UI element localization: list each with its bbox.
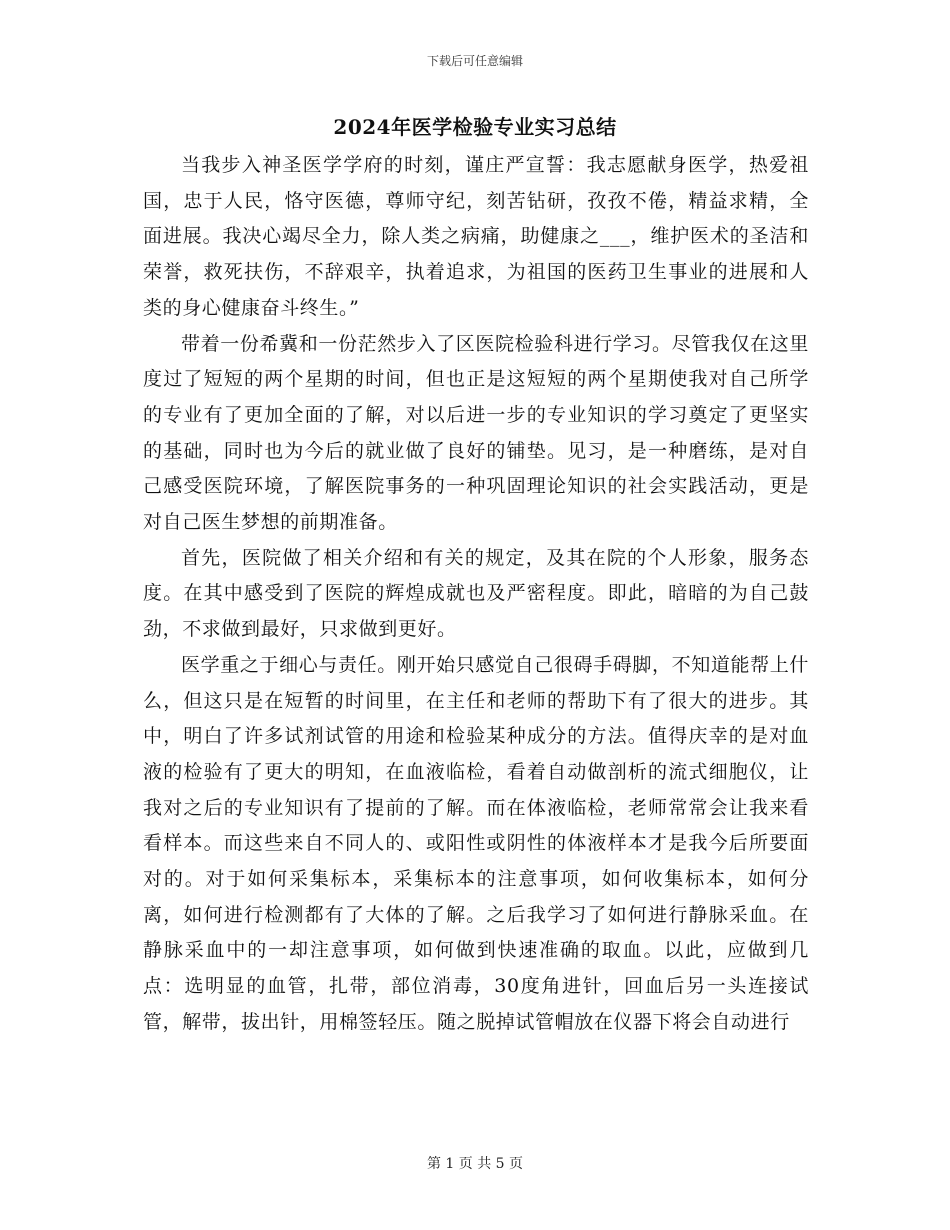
paragraph-internship-intro: 带着一份希冀和一份茫然步入了区医院检验科进行学习。尽管我仅在这里度过了短短的两个星期的时间，但也正是这短短的两个星期使我对自己所学的专业有了更加全面的了解，对以后进一步的专业知识的学习奠定了更坚实的基础，同时也为今后的就业做了良好的铺垫。见习，是一种磨练，是对自己感受医院环境，了解医院事务的一种巩固理论知识的社会实践活动，更是对自己医生梦想的前期准备。 <box>143 332 809 534</box>
paragraph-lab-experience: 医学重之于细心与责任。刚开始只感觉自己很碍手碍脚，不知道能帮上什么，但这只是在短暂的时间里，在主任和老师的帮助下有了很大的进步。其中，明白了许多试剂试管的用途和检验某种成分的方法。值得庆幸的是对血液的检验有了更大的明知，在血液临检，看着自动做剖析的流式细胞仪，让我对之后的专业知识有了提前的了解。而在体液临检，老师常常会让我来看看样本。而这些来自不同人的、或阳性或阴性的体液样本才是我今后所要面对的。对于如何采集标本，采集标本的注意事项，如何收集标本，如何分离，如何进行检测都有了大体的了解。之后我学习了如何进行静脉采血。在静脉采血中的一却注意事项，如何做到快速准确的取血。以此，应做到几点：选明显的血管，扎带，部位消毒，30度角进针，回血后另一头连接试管，解带，拔出针，用棉签轻压。随之脱掉试管帽放在仪器下将会自动进行 <box>143 653 809 1033</box>
document-body <box>143 148 809 1041</box>
page-header-note: 下载后可任意编辑 <box>426 54 523 68</box>
page-number-footer: 第 1 页 共 5 页 <box>426 1156 524 1172</box>
paragraph-hospital-orientation: 首先，医院做了相关介绍和有关的规定，及其在院的个人形象，服务态度。在其中感受到了医院的辉煌成就也及严密程度。即此，暗暗的为自己鼓劲，不求做到最好，只求做到更好。 <box>143 546 809 641</box>
paragraph-oath: 当我步入神圣医学学府的时刻，谨庄严宣誓：我志愿献身医学，热爱祖国，忠于人民，恪守医德，尊师守纪，刻苦钻研，孜孜不倦，精益求精，全面进展。我决心竭尽全力，除人类之病痛，助健康之___，维护医术的圣洁和荣誉，救死扶伤，不辞艰辛，执着追求，为祖国的医药卫生事业的进展和人类的身心健康奋斗终生。” <box>143 154 809 319</box>
document-title: 2024年医学检验专业实习总结 <box>333 115 617 139</box>
